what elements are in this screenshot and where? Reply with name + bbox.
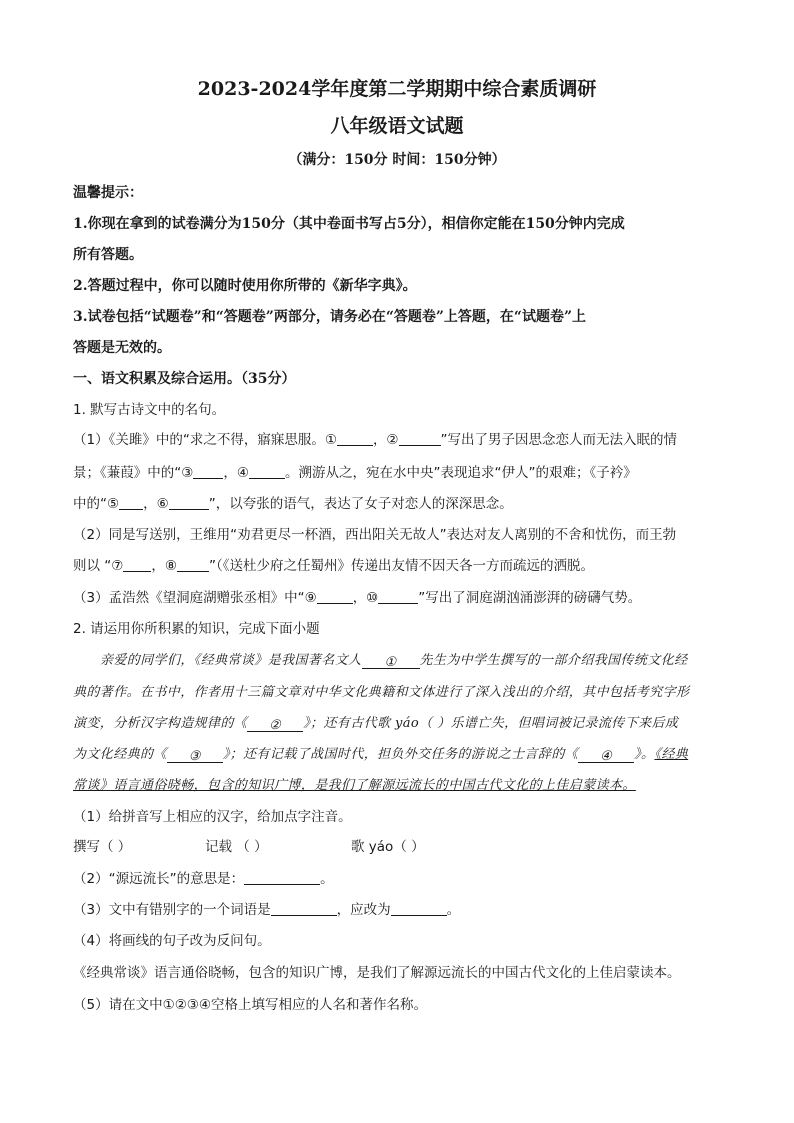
passage-line-4: 为文化经典的《 ③ 》；还有记载了战国时代，担负外交任务的游说之士言辞的《 ④ 》。《经典 bbox=[73, 747, 689, 764]
q1-part1-line2: 景；《蒹葭》中的“③ ，④ 。溯游从之，宛在水中央”表现追求“伊人”的艰难；《子衿》 bbox=[73, 465, 637, 481]
q2-sub5: （5）请在文中①②③④空格上填写相应的人名和著作名称。 bbox=[73, 997, 427, 1013]
q1-part1-line1: （1）《关雎》中的“求之不得，寤寐思服。① ，② ”写出了男子因思念恋人而无法入眠的情 bbox=[73, 432, 678, 448]
exam-title: 2023-2024学年度第二学期期中综合素质调研 bbox=[197, 78, 597, 100]
tip-3-line-1: 3.试卷包括“试题卷”和“答题卷”两部分，请务必在“答题卷”上答题，在“试题卷”上 bbox=[73, 309, 587, 325]
exam-subtitle: 八年级语文试题 bbox=[330, 115, 464, 137]
answer-blank-4[interactable] bbox=[249, 464, 285, 479]
word-geyao: 歌 yáo（ ） bbox=[351, 839, 425, 855]
answer-blank-meaning[interactable] bbox=[244, 870, 320, 885]
passage-underlined-sentence: 常谈》语言通俗晓畅，包含的知识广博，是我们了解源远流长的中国古代文化的上佳启蒙读本。 bbox=[73, 778, 636, 793]
answer-blank-6[interactable] bbox=[169, 495, 209, 510]
section-1-heading: 一、语文积累及综合运用。（35分） bbox=[73, 371, 296, 387]
question-2-stem: 2. 请运用你所积累的知识，完成下面小题 bbox=[73, 621, 320, 637]
word-jizai: 记载 （ ） bbox=[205, 839, 268, 855]
answer-blank-9[interactable] bbox=[317, 589, 353, 604]
passage-blank-1[interactable]: ① bbox=[362, 654, 420, 669]
answer-blank-1[interactable] bbox=[337, 431, 373, 446]
passage-blank-2[interactable]: ② bbox=[247, 717, 303, 732]
passage-blank-3[interactable]: ③ bbox=[167, 748, 223, 763]
q1-part2-line1: （2）同是写送别，王维用“劝君更尽一杯酒，西出阳关无故人”表达对友人离别的不舍和忧伤，而王勃 bbox=[73, 527, 677, 543]
q2-sub4-sentence: 《经典常谈》语言通俗晓畅，包含的知识广博，是我们了解源远流长的中国古代文化的上佳启蒙读本。 bbox=[73, 965, 681, 981]
answer-blank-wrong-word[interactable] bbox=[271, 901, 337, 916]
tips-heading: 温馨提示： bbox=[73, 185, 143, 201]
q2-sub1: （1）给拼音写上相应的汉字，给加点字注音。 bbox=[73, 809, 352, 825]
tip-1-line-2: 所有答题。 bbox=[73, 247, 143, 263]
answer-blank-7[interactable] bbox=[123, 557, 151, 572]
tip-3-line-2: 答题是无效的。 bbox=[73, 340, 171, 356]
q2-sub4: （4）将画线的句子改为反问句。 bbox=[73, 933, 271, 949]
answer-blank-8[interactable] bbox=[177, 557, 209, 572]
passage-line-2: 典的著作。在书中，作者用十三篇文章对中华文化典籍和文体进行了深入浅出的介绍，其中包括考究字形 bbox=[73, 685, 690, 700]
passage-line-1: 亲爱的同学们，《经典常谈》是我国著名文人 ① 先生为中学生撰写的一部介绍我国传统文化经 bbox=[100, 653, 688, 670]
answer-blank-correction[interactable] bbox=[391, 901, 447, 916]
q2-sub3: （3）文中有错别字的一个词语是 ，应改为 。 bbox=[73, 902, 461, 918]
answer-blank-3[interactable] bbox=[193, 464, 223, 479]
passage-line-3: 演变，分析汉字构造规律的《 ② 》；还有古代歌 yáo（ ）乐谱亡失，但唱词被记录流传下来后成 bbox=[73, 716, 679, 733]
q1-part2-line2: 则以 “⑦ ，⑧ ”（《送杜少府之任蜀州》传递出友情不因天各一方而疏远的洒脱。 bbox=[73, 558, 594, 574]
passage-blank-4[interactable]: ④ bbox=[578, 748, 634, 763]
q2-sub2: （2）“源远流长”的意思是： 。 bbox=[73, 871, 334, 887]
exam-meta: （满分：150分 时间：150分钟） bbox=[288, 152, 506, 168]
question-1-stem: 1. 默写古诗文中的名句。 bbox=[73, 402, 226, 418]
q1-part3: （3）孟浩然《望洞庭湖赠张丞相》中“⑨ ，⑩ ”写出了洞庭湖汹涌澎湃的磅礴气势。 bbox=[73, 590, 642, 606]
word-zhuanxie: 撰写（ ） bbox=[73, 839, 132, 855]
answer-blank-5[interactable] bbox=[119, 495, 143, 510]
answer-blank-2[interactable] bbox=[399, 431, 441, 446]
answer-blank-10[interactable] bbox=[378, 589, 418, 604]
q1-part1-line3: 中的“⑤ ，⑥ ”，以夸张的语气，表达了女子对恋人的深深思念。 bbox=[73, 496, 513, 512]
tip-2: 2.答题过程中，你可以随时使用你所带的《新华字典》。 bbox=[73, 278, 417, 294]
tip-1-line-1: 1.你现在拿到的试卷满分为150分（其中卷面书写占5分），相信你定能在150分钟内完成 bbox=[73, 216, 625, 232]
